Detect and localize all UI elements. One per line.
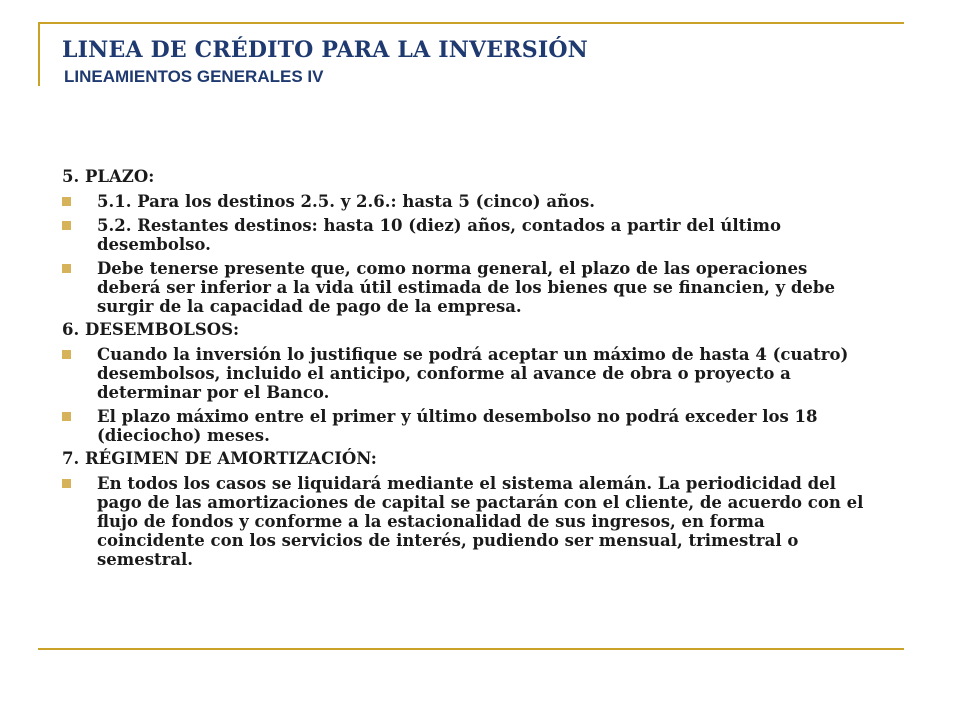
- square-bullet-icon: [62, 479, 71, 488]
- bottom-rule: [38, 648, 904, 650]
- slide-title: LINEA DE CRÉDITO PARA LA INVERSIÓN: [62, 37, 588, 63]
- section-heading-desembolsos: 6. DESEMBOLSOS:: [62, 320, 240, 339]
- list-item-text: Debe tenerse presente que, como norma general, el plazo de las operaciones deberá ser inferior a la vida útil estimada de los bienes que se financien, y debe surgir de la capacidad de pago de la empresa.: [97, 259, 835, 316]
- list-item-text: 5.2. Restantes destinos: hasta 10 (diez) años, contados a partir del último desembolso.: [97, 216, 782, 254]
- slide-content: [62, 167, 872, 569]
- square-bullet-icon: [62, 197, 71, 206]
- square-bullet-icon: [62, 350, 71, 359]
- list-item: [62, 259, 872, 316]
- list-item-text: Cuando la inversión lo justifique se podrá aceptar un máximo de hasta 4 (cuatro) desembolsos, incluido el anticipo, conforme al avance de obra o proyecto a determinar por el Banco.: [97, 345, 849, 402]
- slide-subtitle: LINEAMIENTOS GENERALES IV: [64, 67, 324, 86]
- list-item: [62, 216, 872, 254]
- square-bullet-icon: [62, 264, 71, 273]
- top-rule: [38, 22, 904, 24]
- list-item: [62, 407, 872, 445]
- list-item-text: En todos los casos se liquidará mediante el sistema alemán. La periodicidad del pago de las amortizaciones de capital se pactarán con el cliente, de acuerdo con el flujo de fondos y conforme a la estacionalidad de sus ingresos, en forma coincidente con los servicios de interés, pudiendo ser mensual, trimestral o semestral.: [97, 474, 864, 569]
- list-item: [62, 474, 872, 569]
- section-heading-amortizacion: 7. RÉGIMEN DE AMORTIZACIÓN:: [62, 449, 377, 468]
- square-bullet-icon: [62, 221, 71, 230]
- list-item: [62, 345, 872, 402]
- list-item-text: El plazo máximo entre el primer y último desembolso no podrá exceder los 18 (dieciocho) meses.: [97, 407, 818, 445]
- title-block: [62, 37, 588, 87]
- square-bullet-icon: [62, 412, 71, 421]
- list-item-text: 5.1. Para los destinos 2.5. y 2.6.: hasta 5 (cinco) años.: [97, 192, 596, 211]
- section-heading-plazo: 5. PLAZO:: [62, 167, 155, 186]
- left-rule: [38, 22, 40, 86]
- list-item: [62, 192, 872, 211]
